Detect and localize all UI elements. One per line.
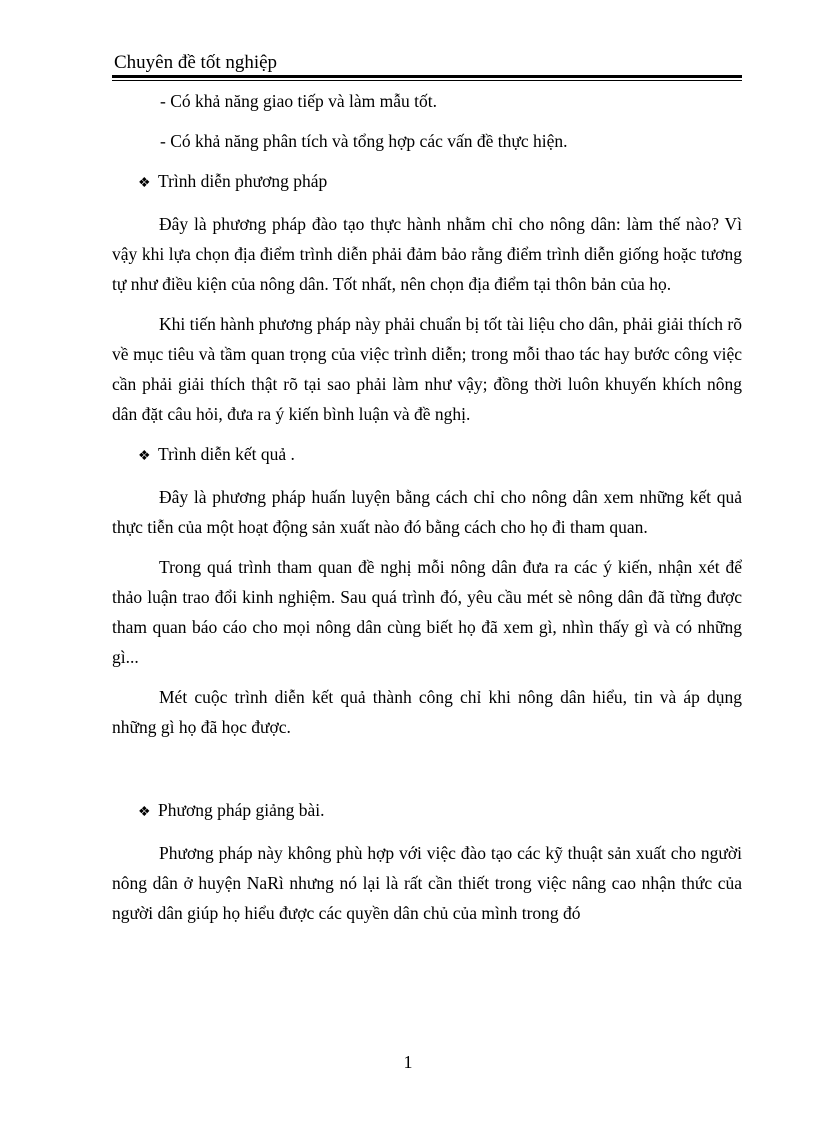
paragraph: Đây là phương pháp đào tạo thực hành nhằm chỉ cho nông dân: làm thế nào? Vì vậy khi lựa chọn địa điểm trình diễn phải đảm bảo rằng điểm trình diễn giống hoặc tương tự như điều kiện của nông dân. Tốt nhất, nên chọn địa điểm tại thôn bản của họ. [112, 214, 742, 294]
page-number: 1 [403, 1052, 413, 1072]
paragraph: Trong quá trình tham quan đề nghị mỗi nông dân đưa ra các ý kiến, nhận xét để thảo luận trao đổi kinh nghiệm. Sau quá trình đó, yêu cầu mét sè nông dân đã từng được tham quan báo cáo cho mọi nông dân cùng biết họ đã xem gì, nhìn thấy gì và có những gì... [112, 557, 742, 667]
section-heading-result-demonstration [112, 439, 742, 472]
heading-text: Trình diễn kết quả . [158, 444, 295, 464]
page-header [112, 52, 742, 74]
diamond-bullet-icon: ❖ [138, 805, 151, 820]
section-heading-lecture-method [112, 795, 742, 828]
dash-item: - Có khả năng giao tiếp và làm mẫu tốt. [160, 91, 438, 111]
header-title: Chuyên đề tốt nghiệp [114, 52, 278, 73]
diamond-bullet-icon: ❖ [138, 449, 151, 464]
paragraph: Phương pháp này không phù hợp với việc đào tạo các kỹ thuật sản xuất cho người nông dân ở huyện NaRì nhưng nó lại là rất cần thiết trong việc nâng cao nhận thức của người dân giúp họ hiểu được các quyền dân chủ của mình trong đó [112, 843, 742, 923]
paragraph: Khi tiến hành phương pháp này phải chuẩn bị tốt tài liệu cho dân, phải giải thích rõ về mục tiêu và tầm quan trọng của việc trình diễn; trong mỗi thao tác hay bước công việc cần phải giải thích thật rõ tại sao phải làm như vậy; đồng thời luôn khuyến khích nông dân đặt câu hỏi, đưa ra ý kiến bình luận và đề nghị. [112, 314, 742, 424]
heading-text: Phương pháp giảng bài. [158, 800, 325, 820]
dash-item: - Có khả năng phân tích và tổng hợp các vấn đề thực hiện. [160, 131, 568, 151]
paragraph: Mét cuộc trình diễn kết quả thành công chỉ khi nông dân hiểu, tin và áp dụng những gì họ đã học được. [112, 687, 742, 737]
diamond-bullet-icon: ❖ [138, 176, 151, 191]
header-rule-thick [112, 75, 742, 78]
document-body [112, 86, 742, 928]
heading-text: Trình diễn phương pháp [158, 171, 328, 191]
paragraph: Đây là phương pháp huấn luyện bằng cách chỉ cho nông dân xem những kết quả thực tiễn của một hoạt động sản xuất nào đó bằng cách cho họ đi tham quan. [112, 487, 742, 537]
section-heading-demonstration-method [112, 166, 742, 199]
header-rule-thin [112, 80, 742, 81]
